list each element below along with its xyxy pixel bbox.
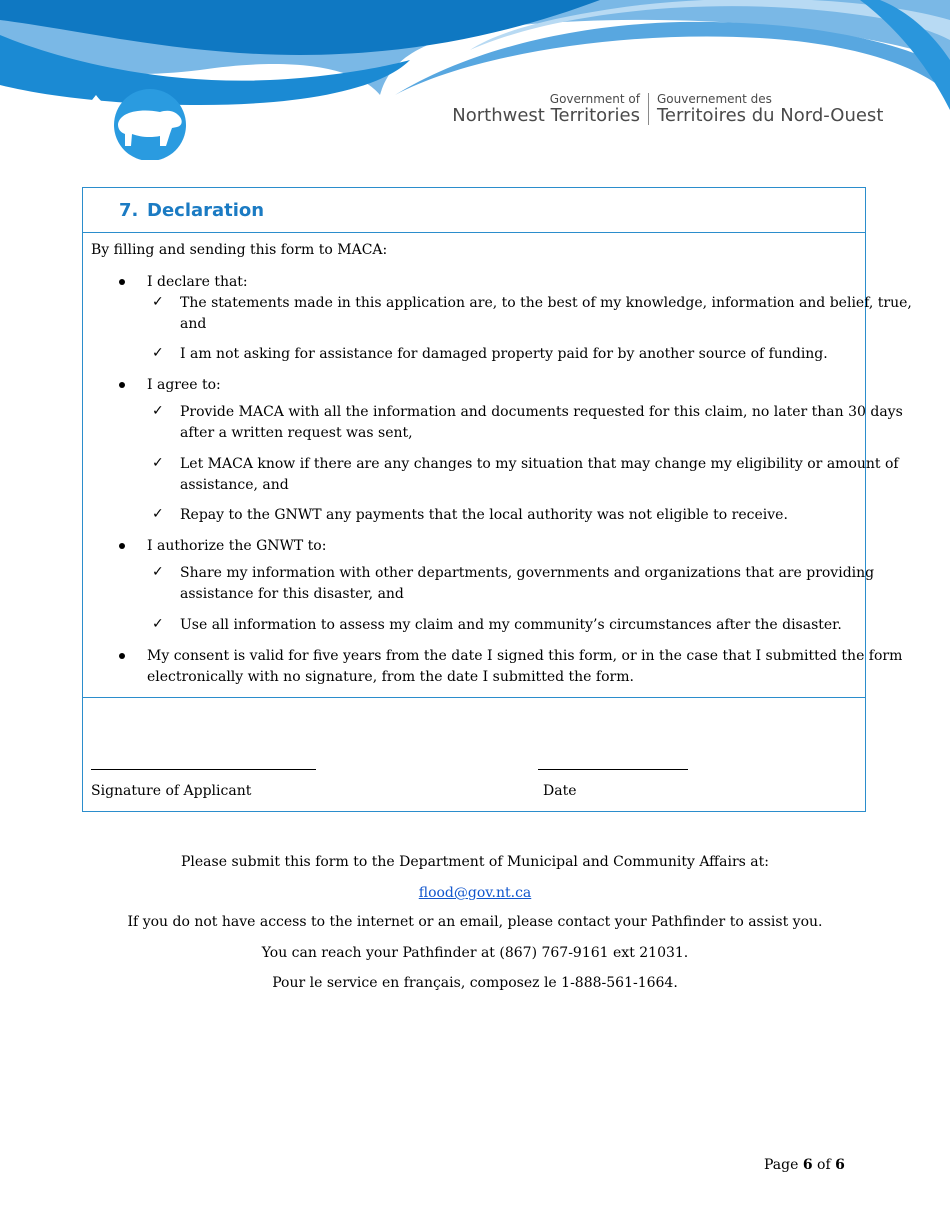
page-current: 6 [802, 1157, 813, 1173]
page-of: of [817, 1157, 831, 1173]
authorize-label: I authorize the GNWT to: [147, 538, 327, 554]
page-total: 6 [835, 1157, 845, 1173]
pathfinder-text: You can reach your Pathfinder at (867) 767-9161 ext 21031. [261, 945, 689, 961]
signature-label: Signature of Applicant [91, 783, 252, 799]
french-text: Pour le service en français, composez le 1-888-561-1664. [272, 975, 678, 991]
agree-item-2: Let MACA know if there are any changes to my situation that may change my eligibility or amount of [180, 456, 899, 472]
bullet-icon [119, 543, 125, 549]
section-title: Declaration [147, 200, 265, 221]
bullet-icon [119, 279, 125, 285]
check-icon: ✓ [152, 294, 164, 310]
consent-line-1: My consent is valid for five years from the date I signed this form, or in the case that I submitted the form [147, 648, 903, 664]
authorize-item-1-cont: assistance for this disaster, and [180, 586, 404, 602]
header-banner [0, 0, 950, 160]
date-label: Date [543, 783, 577, 799]
gov-divider [648, 93, 649, 125]
gov-fr-small: Gouvernement des [657, 92, 772, 106]
bullet-icon [119, 382, 125, 388]
no-access-text: If you do not have access to the internet or an email, please contact your Pathfinder to assist you. [127, 914, 823, 930]
gov-en-small: Government of [549, 92, 640, 106]
intro-text: By filling and sending this form to MACA: [91, 242, 388, 258]
agree-item-2-cont: assistance, and [180, 477, 289, 493]
agree-label: I agree to: [147, 377, 221, 393]
agree-item-3: Repay to the GNWT any payments that the local authority was not eligible to receive. [180, 507, 788, 523]
declare-item-1-cont: and [180, 316, 207, 332]
check-icon: ✓ [152, 455, 164, 471]
email-row [0, 884, 950, 902]
section-number: 7. [119, 200, 139, 221]
bullet-icon [119, 653, 125, 659]
gov-en-big: Northwest Territories [452, 105, 640, 126]
gov-name-en [452, 92, 640, 126]
section-header [83, 188, 865, 233]
declare-item-2: I am not asking for assistance for damaged property paid for by another source of funding. [180, 346, 828, 362]
authorize-item-1: Share my information with other departments, governments and organizations that are providing [180, 565, 875, 581]
page-number [764, 1156, 845, 1174]
page-prefix: Page [764, 1157, 799, 1173]
agree-item-1-cont: after a written request was sent, [180, 425, 413, 441]
check-icon: ✓ [152, 403, 164, 419]
signature-line [91, 769, 316, 770]
check-icon: ✓ [152, 564, 164, 580]
gov-name-fr [657, 92, 883, 126]
date-line [538, 769, 688, 770]
declare-item-1: The statements made in this application are, to the best of my knowledge, information and belief, true, [180, 295, 912, 311]
check-icon: ✓ [152, 616, 164, 632]
agree-item-1: Provide MACA with all the information and documents requested for this claim, no later than 30 days [180, 404, 903, 420]
gov-fr-big: Territoires du Nord-Ouest [657, 105, 884, 126]
authorize-item-2: Use all information to assess my claim and my community’s circumstances after the disaster. [180, 617, 842, 633]
check-icon: ✓ [152, 345, 164, 361]
declare-label: I declare that: [147, 274, 248, 290]
check-icon: ✓ [152, 506, 164, 522]
submit-text: Please submit this form to the Department of Municipal and Community Affairs at: [181, 854, 769, 870]
consent-line-2: electronically with no signature, from the date I submitted the form. [147, 669, 634, 685]
signature-divider [83, 697, 865, 698]
email-link[interactable]: flood@gov.nt.ca [418, 885, 532, 901]
